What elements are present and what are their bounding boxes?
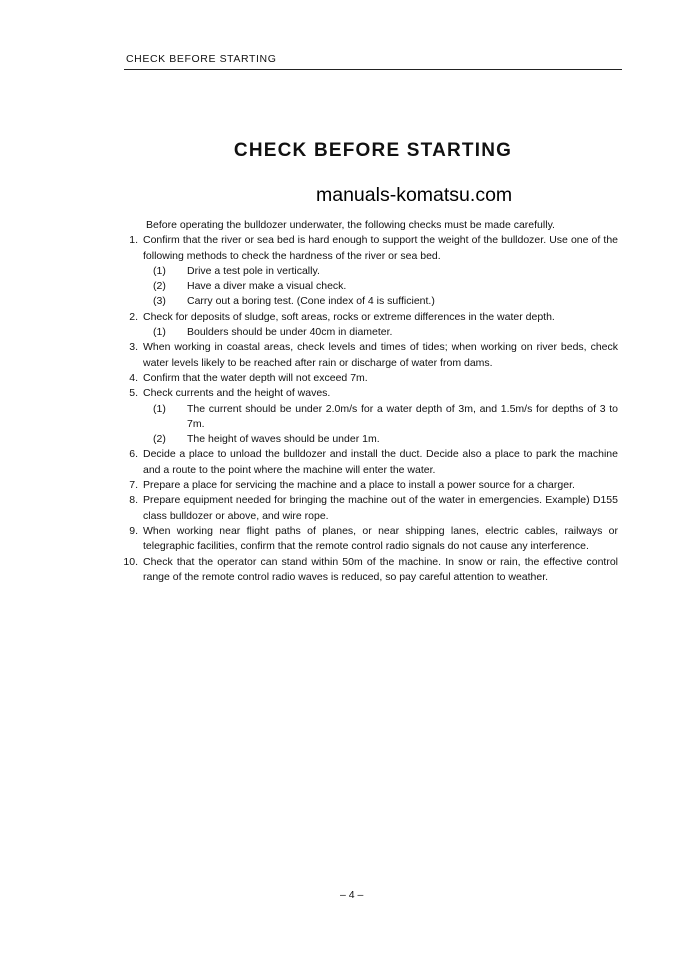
item-body xyxy=(143,340,618,371)
list-item xyxy=(118,310,618,341)
list-item xyxy=(118,233,618,309)
item-body xyxy=(143,371,618,386)
item-text: Check that the operator can stand within 50m of the machine. In snow or rain, the effective control range of the remote control radio waves is reduced, so pay careful attention to weather. xyxy=(143,555,618,583)
sub-list xyxy=(143,325,618,340)
item-text: Confirm that the river or sea bed is hard enough to support the weight of the bulldozer. Use one of the following methods to check the hardness of the river or sea bed. xyxy=(143,234,618,262)
item-text: Prepare equipment needed for bringing the machine out of the water in emergencies. Example) D155 class bulldozer or above, and wire rope. xyxy=(143,494,618,522)
list-item xyxy=(118,340,618,371)
sub-list xyxy=(143,264,618,310)
item-number: 4. xyxy=(129,371,138,384)
sub-item-text: The height of waves should be under 1m. xyxy=(187,433,380,446)
item-number: 10. xyxy=(123,555,138,568)
sub-item-text: Carry out a boring test. (Cone index of 4 is sufficient.) xyxy=(187,295,435,308)
item-body xyxy=(143,493,618,524)
item-number: 5. xyxy=(129,387,138,400)
item-body xyxy=(143,233,618,309)
intro-paragraph: Before operating the bulldozer underwater, the following checks must be made carefully. xyxy=(146,219,555,231)
item-number: 6. xyxy=(129,448,138,461)
header-rule xyxy=(124,69,622,70)
list-item xyxy=(118,478,618,493)
item-body xyxy=(143,447,618,478)
sub-item xyxy=(143,402,618,433)
item-text: Check for deposits of sludge, soft areas, rocks or extreme differences in the water depth. xyxy=(143,310,555,323)
page-title: CHECK BEFORE STARTING xyxy=(233,140,513,161)
item-body xyxy=(143,386,618,447)
item-number: 2. xyxy=(129,310,138,323)
item-number: 3. xyxy=(129,341,138,354)
item-text: When working near flight paths of planes, or near shipping lanes, electric cables, railways or telegraphic facilities, confirm that the remote control radio signals do not cause any interference. xyxy=(143,524,618,553)
sub-item-text: The current should be under 2.0m/s for a water depth of 3m, and 1.5m/s for depths of 3 to 7m. xyxy=(187,402,618,430)
running-header: CHECK BEFORE STARTING xyxy=(126,53,277,65)
sub-item-text: Drive a test pole in vertically. xyxy=(187,264,320,277)
item-body xyxy=(143,524,618,555)
list-item xyxy=(118,493,618,524)
list-item xyxy=(118,371,618,386)
checklist xyxy=(118,233,618,585)
item-text: Confirm that the water depth will not exceed 7m. xyxy=(143,371,368,384)
body-text xyxy=(118,218,618,585)
watermark-text: manuals-komatsu.com xyxy=(316,184,513,206)
item-text: Decide a place to unload the bulldozer and install the duct. Decide also a place to park the machine and a route to the point where the machine will enter the water. xyxy=(143,448,618,476)
list-item xyxy=(118,524,618,555)
item-number: 7. xyxy=(129,479,138,492)
item-number: 8. xyxy=(129,494,138,507)
sub-item xyxy=(143,264,618,279)
sub-item-number: (1) xyxy=(153,402,166,415)
sub-item-number: (2) xyxy=(153,433,166,446)
sub-item-number: (3) xyxy=(153,295,166,308)
sub-item-text: Boulders should be under 40cm in diameter. xyxy=(187,326,393,339)
item-body xyxy=(143,310,618,341)
item-text: Prepare a place for servicing the machine and a place to install a power source for a charger. xyxy=(143,479,575,492)
sub-item-number: (1) xyxy=(153,264,166,277)
sub-item xyxy=(143,294,618,309)
sub-item xyxy=(143,325,618,340)
item-text: Check currents and the height of waves. xyxy=(143,387,331,400)
item-body xyxy=(143,555,618,586)
page-number: – 4 – xyxy=(340,889,364,901)
sub-item-text: Have a diver make a visual check. xyxy=(187,280,347,293)
list-item xyxy=(118,386,618,447)
sub-list xyxy=(143,402,618,448)
sub-item-number: (2) xyxy=(153,280,166,293)
item-text: When working in coastal areas, check levels and times of tides; when working on river beds, check water levels likely to be reached after rain or discharge of water from dams. xyxy=(143,341,618,369)
item-number: 9. xyxy=(129,524,138,537)
sub-item xyxy=(143,432,618,447)
list-item xyxy=(118,447,618,478)
item-body xyxy=(143,478,618,493)
list-item xyxy=(118,555,618,586)
sub-item-number: (1) xyxy=(153,326,166,339)
sub-item xyxy=(143,279,618,294)
item-number: 1. xyxy=(129,234,138,247)
